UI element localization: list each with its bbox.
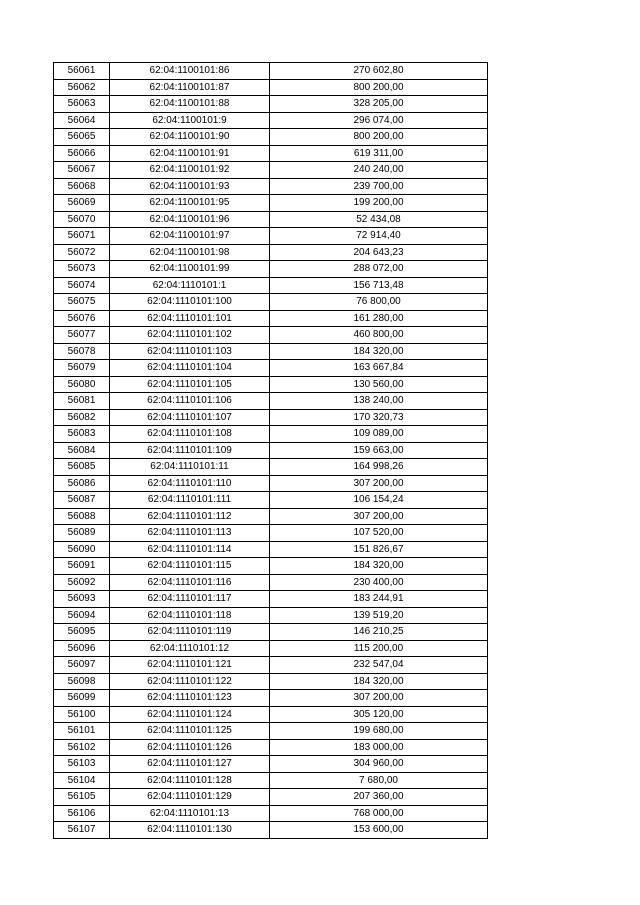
row-number-cell: 56101	[54, 723, 110, 740]
table-row	[54, 96, 488, 113]
row-number-cell: 56104	[54, 772, 110, 789]
cadastral-number-cell: 62:04:1110101:11	[110, 459, 270, 476]
cadastral-number-cell: 62:04:1110101:128	[110, 772, 270, 789]
cadastral-value-cell: 72 914,40	[270, 228, 488, 245]
row-number-cell: 56106	[54, 805, 110, 822]
table-row	[54, 558, 488, 575]
cadastral-number-cell: 62:04:1110101:109	[110, 442, 270, 459]
cadastral-number-cell: 62:04:1110101:13	[110, 805, 270, 822]
cadastral-number-cell: 62:04:1100101:92	[110, 162, 270, 179]
table-row	[54, 343, 488, 360]
cadastral-number-cell: 62:04:1110101:123	[110, 690, 270, 707]
cadastral-value-cell: 156 713,48	[270, 277, 488, 294]
cadastral-value-cell: 328 205,00	[270, 96, 488, 113]
cadastral-value-cell: 768 000,00	[270, 805, 488, 822]
row-number-cell: 56091	[54, 558, 110, 575]
row-number-cell: 56102	[54, 739, 110, 756]
table-row	[54, 525, 488, 542]
cadastral-number-cell: 62:04:1110101:104	[110, 360, 270, 377]
table-row	[54, 277, 488, 294]
table-row	[54, 475, 488, 492]
cadastral-number-cell: 62:04:1100101:93	[110, 178, 270, 195]
row-number-cell: 56079	[54, 360, 110, 377]
cadastral-value-cell: 204 643,23	[270, 244, 488, 261]
cadastral-value-cell: 619 311,00	[270, 145, 488, 162]
table-row	[54, 541, 488, 558]
table-row	[54, 657, 488, 674]
table-row	[54, 228, 488, 245]
cadastral-value-cell: 460 800,00	[270, 327, 488, 344]
table-row	[54, 360, 488, 377]
cadastral-value-cell: 130 560,00	[270, 376, 488, 393]
cadastral-value-cell: 307 200,00	[270, 508, 488, 525]
row-number-cell: 56087	[54, 492, 110, 509]
cadastral-value-cell: 184 320,00	[270, 343, 488, 360]
table-row	[54, 393, 488, 410]
cadastral-number-cell: 62:04:1110101:112	[110, 508, 270, 525]
cadastral-number-cell: 62:04:1100101:91	[110, 145, 270, 162]
cadastral-number-cell: 62:04:1110101:122	[110, 673, 270, 690]
cadastral-number-cell: 62:04:1110101:105	[110, 376, 270, 393]
table-row	[54, 294, 488, 311]
table-row	[54, 426, 488, 443]
cadastral-number-cell: 62:04:1100101:87	[110, 79, 270, 96]
cadastral-value-cell: 153 600,00	[270, 822, 488, 839]
cadastral-value-cell: 106 154,24	[270, 492, 488, 509]
cadastral-value-cell: 107 520,00	[270, 525, 488, 542]
cadastral-value-cell: 288 072,00	[270, 261, 488, 278]
table-row	[54, 822, 488, 839]
row-number-cell: 56068	[54, 178, 110, 195]
row-number-cell: 56061	[54, 63, 110, 80]
cadastral-number-cell: 62:04:1100101:97	[110, 228, 270, 245]
cadastral-number-cell: 62:04:1110101:127	[110, 756, 270, 773]
cadastral-number-cell: 62:04:1110101:113	[110, 525, 270, 542]
table-row	[54, 508, 488, 525]
row-number-cell: 56075	[54, 294, 110, 311]
table-row	[54, 261, 488, 278]
cadastral-number-cell: 62:04:1110101:125	[110, 723, 270, 740]
cadastral-value-cell: 307 200,00	[270, 475, 488, 492]
row-number-cell: 56105	[54, 789, 110, 806]
cadastral-value-cell: 240 240,00	[270, 162, 488, 179]
cadastral-value-cell: 183 000,00	[270, 739, 488, 756]
row-number-cell: 56078	[54, 343, 110, 360]
row-number-cell: 56067	[54, 162, 110, 179]
cadastral-number-cell: 62:04:1110101:130	[110, 822, 270, 839]
row-number-cell: 56077	[54, 327, 110, 344]
cadastral-value-cell: 199 680,00	[270, 723, 488, 740]
row-number-cell: 56070	[54, 211, 110, 228]
row-number-cell: 56089	[54, 525, 110, 542]
cadastral-value-cell: 161 280,00	[270, 310, 488, 327]
cadastral-value-cell: 800 200,00	[270, 79, 488, 96]
cadastral-value-cell: 207 360,00	[270, 789, 488, 806]
cadastral-value-cell: 170 320,73	[270, 409, 488, 426]
cadastral-number-cell: 62:04:1110101:117	[110, 591, 270, 608]
table-row	[54, 706, 488, 723]
cadastral-number-cell: 62:04:1110101:118	[110, 607, 270, 624]
cadastral-number-cell: 62:04:1110101:115	[110, 558, 270, 575]
row-number-cell: 56084	[54, 442, 110, 459]
table-row	[54, 112, 488, 129]
cadastral-number-cell: 62:04:1110101:101	[110, 310, 270, 327]
cadastral-value-cell: 52 434,08	[270, 211, 488, 228]
cadastral-value-cell: 184 320,00	[270, 673, 488, 690]
row-number-cell: 56096	[54, 640, 110, 657]
table-row	[54, 162, 488, 179]
row-number-cell: 56065	[54, 129, 110, 146]
cadastral-value-cell: 230 400,00	[270, 574, 488, 591]
table-row	[54, 772, 488, 789]
cadastral-number-cell: 62:04:1110101:129	[110, 789, 270, 806]
cadastral-value-cell: 304 960,00	[270, 756, 488, 773]
cadastral-value-cell: 146 210,25	[270, 624, 488, 641]
cadastral-number-cell: 62:04:1110101:119	[110, 624, 270, 641]
table-row	[54, 492, 488, 509]
row-number-cell: 56064	[54, 112, 110, 129]
row-number-cell: 56103	[54, 756, 110, 773]
table-row	[54, 805, 488, 822]
row-number-cell: 56107	[54, 822, 110, 839]
cadastral-number-cell: 62:04:1100101:98	[110, 244, 270, 261]
row-number-cell: 56071	[54, 228, 110, 245]
row-number-cell: 56097	[54, 657, 110, 674]
cadastral-value-cell: 151 826,67	[270, 541, 488, 558]
cadastral-value-cell: 305 120,00	[270, 706, 488, 723]
table-row	[54, 178, 488, 195]
row-number-cell: 56066	[54, 145, 110, 162]
cadastral-number-cell: 62:04:1110101:110	[110, 475, 270, 492]
cadastral-number-cell: 62:04:1110101:103	[110, 343, 270, 360]
table-row	[54, 79, 488, 96]
cadastral-value-cell: 239 700,00	[270, 178, 488, 195]
cadastral-number-cell: 62:04:1100101:90	[110, 129, 270, 146]
cadastral-value-cell: 7 680,00	[270, 772, 488, 789]
cadastral-number-cell: 62:04:1110101:106	[110, 393, 270, 410]
row-number-cell: 56072	[54, 244, 110, 261]
cadastral-number-cell: 62:04:1110101:126	[110, 739, 270, 756]
cadastral-number-cell: 62:04:1110101:114	[110, 541, 270, 558]
cadastral-number-cell: 62:04:1110101:121	[110, 657, 270, 674]
cadastral-value-cell: 159 663,00	[270, 442, 488, 459]
cadastral-number-cell: 62:04:1110101:107	[110, 409, 270, 426]
cadastral-number-cell: 62:04:1100101:95	[110, 195, 270, 212]
cadastral-number-cell: 62:04:1110101:12	[110, 640, 270, 657]
table-row	[54, 640, 488, 657]
cadastral-value-cell: 76 800,00	[270, 294, 488, 311]
row-number-cell: 56099	[54, 690, 110, 707]
table-row	[54, 211, 488, 228]
table-row	[54, 310, 488, 327]
cadastral-value-cell: 270 602,80	[270, 63, 488, 80]
table-row	[54, 673, 488, 690]
row-number-cell: 56062	[54, 79, 110, 96]
row-number-cell: 56086	[54, 475, 110, 492]
row-number-cell: 56090	[54, 541, 110, 558]
cadastral-value-cell: 183 244,91	[270, 591, 488, 608]
table-row	[54, 327, 488, 344]
cadastral-number-cell: 62:04:1110101:1	[110, 277, 270, 294]
table-row	[54, 129, 488, 146]
cadastral-value-cell: 296 074,00	[270, 112, 488, 129]
table-row	[54, 607, 488, 624]
table-row	[54, 409, 488, 426]
row-number-cell: 56063	[54, 96, 110, 113]
table-row	[54, 442, 488, 459]
table-row	[54, 789, 488, 806]
table-row	[54, 739, 488, 756]
cadastral-value-cell: 109 089,00	[270, 426, 488, 443]
cadastral-number-cell: 62:04:1110101:100	[110, 294, 270, 311]
table-row	[54, 459, 488, 476]
table-row	[54, 756, 488, 773]
cadastral-value-cell: 164 998,26	[270, 459, 488, 476]
row-number-cell: 56080	[54, 376, 110, 393]
table-row	[54, 591, 488, 608]
table-row	[54, 574, 488, 591]
table-row	[54, 63, 488, 80]
cadastral-number-cell: 62:04:1110101:116	[110, 574, 270, 591]
row-number-cell: 56082	[54, 409, 110, 426]
row-number-cell: 56095	[54, 624, 110, 641]
cadastral-number-cell: 62:04:1100101:99	[110, 261, 270, 278]
table-body	[54, 63, 488, 839]
cadastral-number-cell: 62:04:1110101:111	[110, 492, 270, 509]
row-number-cell: 56093	[54, 591, 110, 608]
row-number-cell: 56081	[54, 393, 110, 410]
cadastral-value-cell: 163 667,84	[270, 360, 488, 377]
table-row	[54, 376, 488, 393]
row-number-cell: 56076	[54, 310, 110, 327]
cadastral-number-cell: 62:04:1100101:86	[110, 63, 270, 80]
cadastral-value-cell: 138 240,00	[270, 393, 488, 410]
row-number-cell: 56088	[54, 508, 110, 525]
row-number-cell: 56073	[54, 261, 110, 278]
table-row	[54, 244, 488, 261]
row-number-cell: 56083	[54, 426, 110, 443]
cadastral-value-cell: 115 200,00	[270, 640, 488, 657]
row-number-cell: 56092	[54, 574, 110, 591]
row-number-cell: 56074	[54, 277, 110, 294]
cadastral-number-cell: 62:04:1100101:88	[110, 96, 270, 113]
cadastral-number-cell: 62:04:1100101:9	[110, 112, 270, 129]
table-row	[54, 624, 488, 641]
table-row	[54, 723, 488, 740]
row-number-cell: 56100	[54, 706, 110, 723]
cadastral-value-cell: 139 519,20	[270, 607, 488, 624]
row-number-cell: 56094	[54, 607, 110, 624]
cadastral-value-cell: 307 200,00	[270, 690, 488, 707]
cadastral-number-cell: 62:04:1100101:96	[110, 211, 270, 228]
cadastral-value-cell: 199 200,00	[270, 195, 488, 212]
cadastral-value-cell: 800 200,00	[270, 129, 488, 146]
cadastral-value-table	[53, 62, 488, 839]
row-number-cell: 56069	[54, 195, 110, 212]
table-row	[54, 145, 488, 162]
table-row	[54, 195, 488, 212]
cadastral-value-cell: 184 320,00	[270, 558, 488, 575]
table-row	[54, 690, 488, 707]
cadastral-number-cell: 62:04:1110101:102	[110, 327, 270, 344]
cadastral-number-cell: 62:04:1110101:108	[110, 426, 270, 443]
cadastral-number-cell: 62:04:1110101:124	[110, 706, 270, 723]
row-number-cell: 56085	[54, 459, 110, 476]
row-number-cell: 56098	[54, 673, 110, 690]
cadastral-value-cell: 232 547,04	[270, 657, 488, 674]
